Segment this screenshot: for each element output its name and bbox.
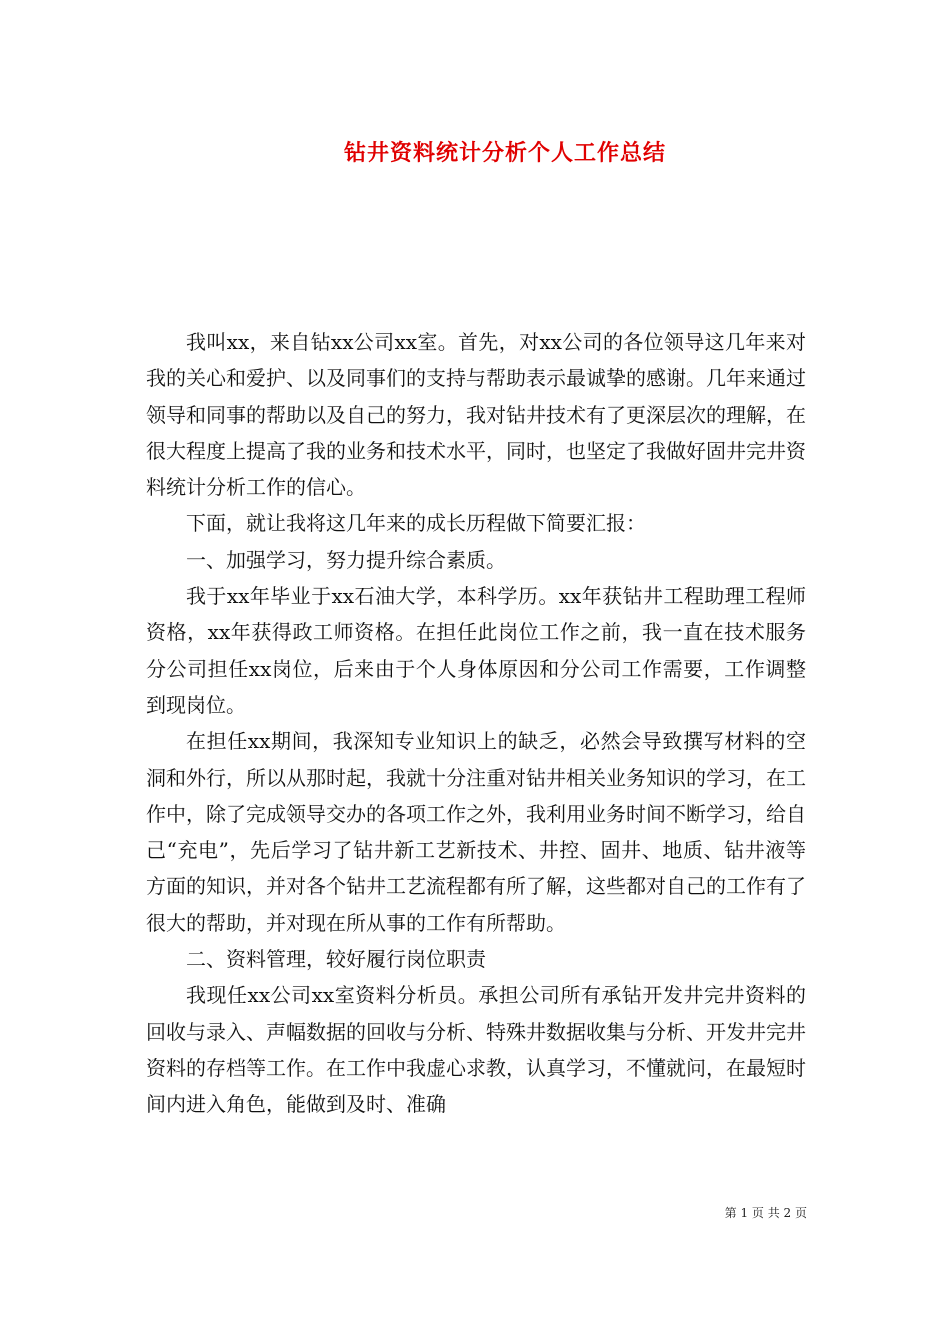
paragraph-education: 我于xx年毕业于xx石油大学，本科学历。xx年获钻井工程助理工程师资格，xx年获得政工师资格。在担任此岗位工作之前，我一直在技术服务分公司担任xx岗位，后来由于个人身体原因和分公司工作需要，工作调整到现岗位。 [146, 584, 806, 717]
page-number-footer: 第 1 页 共 2 页 [724, 1206, 807, 1220]
document-body [146, 324, 806, 1123]
section-heading-2: 二、资料管理，较好履行岗位职责 [186, 947, 486, 972]
paragraph-intro: 我叫xx，来自钻xx公司xx室。首先，对xx公司的各位领导这几年来对我的关心和爱护、以及同事们的支持与帮助表示最诚挚的感谢。几年来通过领导和同事的帮助以及自己的努力，我对钻井技术有了更深层次的理解，在很大程度上提高了我的业务和技术水平，同时，也坚定了我做好固井完井资料统计分析工作的信心。 [146, 330, 806, 500]
paragraph-report-lead: 下面，就让我将这几年来的成长历程做下简要汇报： [186, 511, 646, 536]
section-heading-1: 一、加强学习，努力提升综合素质。 [186, 547, 506, 572]
paragraph-duties: 我现任xx公司xx室资料分析员。承担公司所有承钻开发井完井资料的回收与录入、声幅数据的回收与分析、特殊井数据收集与分析、开发井完井资料的存档等工作。在工作中我虚心求教，认真学习，不懂就问，在最短时间内进入角色，能做到及时、准确 [146, 983, 806, 1117]
document-title: 钻井资料统计分析个人工作总结 [343, 140, 666, 166]
paragraph-learning: 在担任xx期间，我深知专业知识上的缺乏，必然会导致撰写材料的空洞和外行，所以从那时起，我就十分注重对钻井相关业务知识的学习，在工作中，除了完成领导交办的各项工作之外，我利用业务时间不断学习，给自己“充电”，先后学习了钻井新工艺新技术、井控、固井、地质、钻井液等方面的知识，并对各个钻井工艺流程都有所了解，这些都对自己的工作有了很大的帮助，并对现在所从事的工作有所帮助。 [146, 729, 806, 935]
